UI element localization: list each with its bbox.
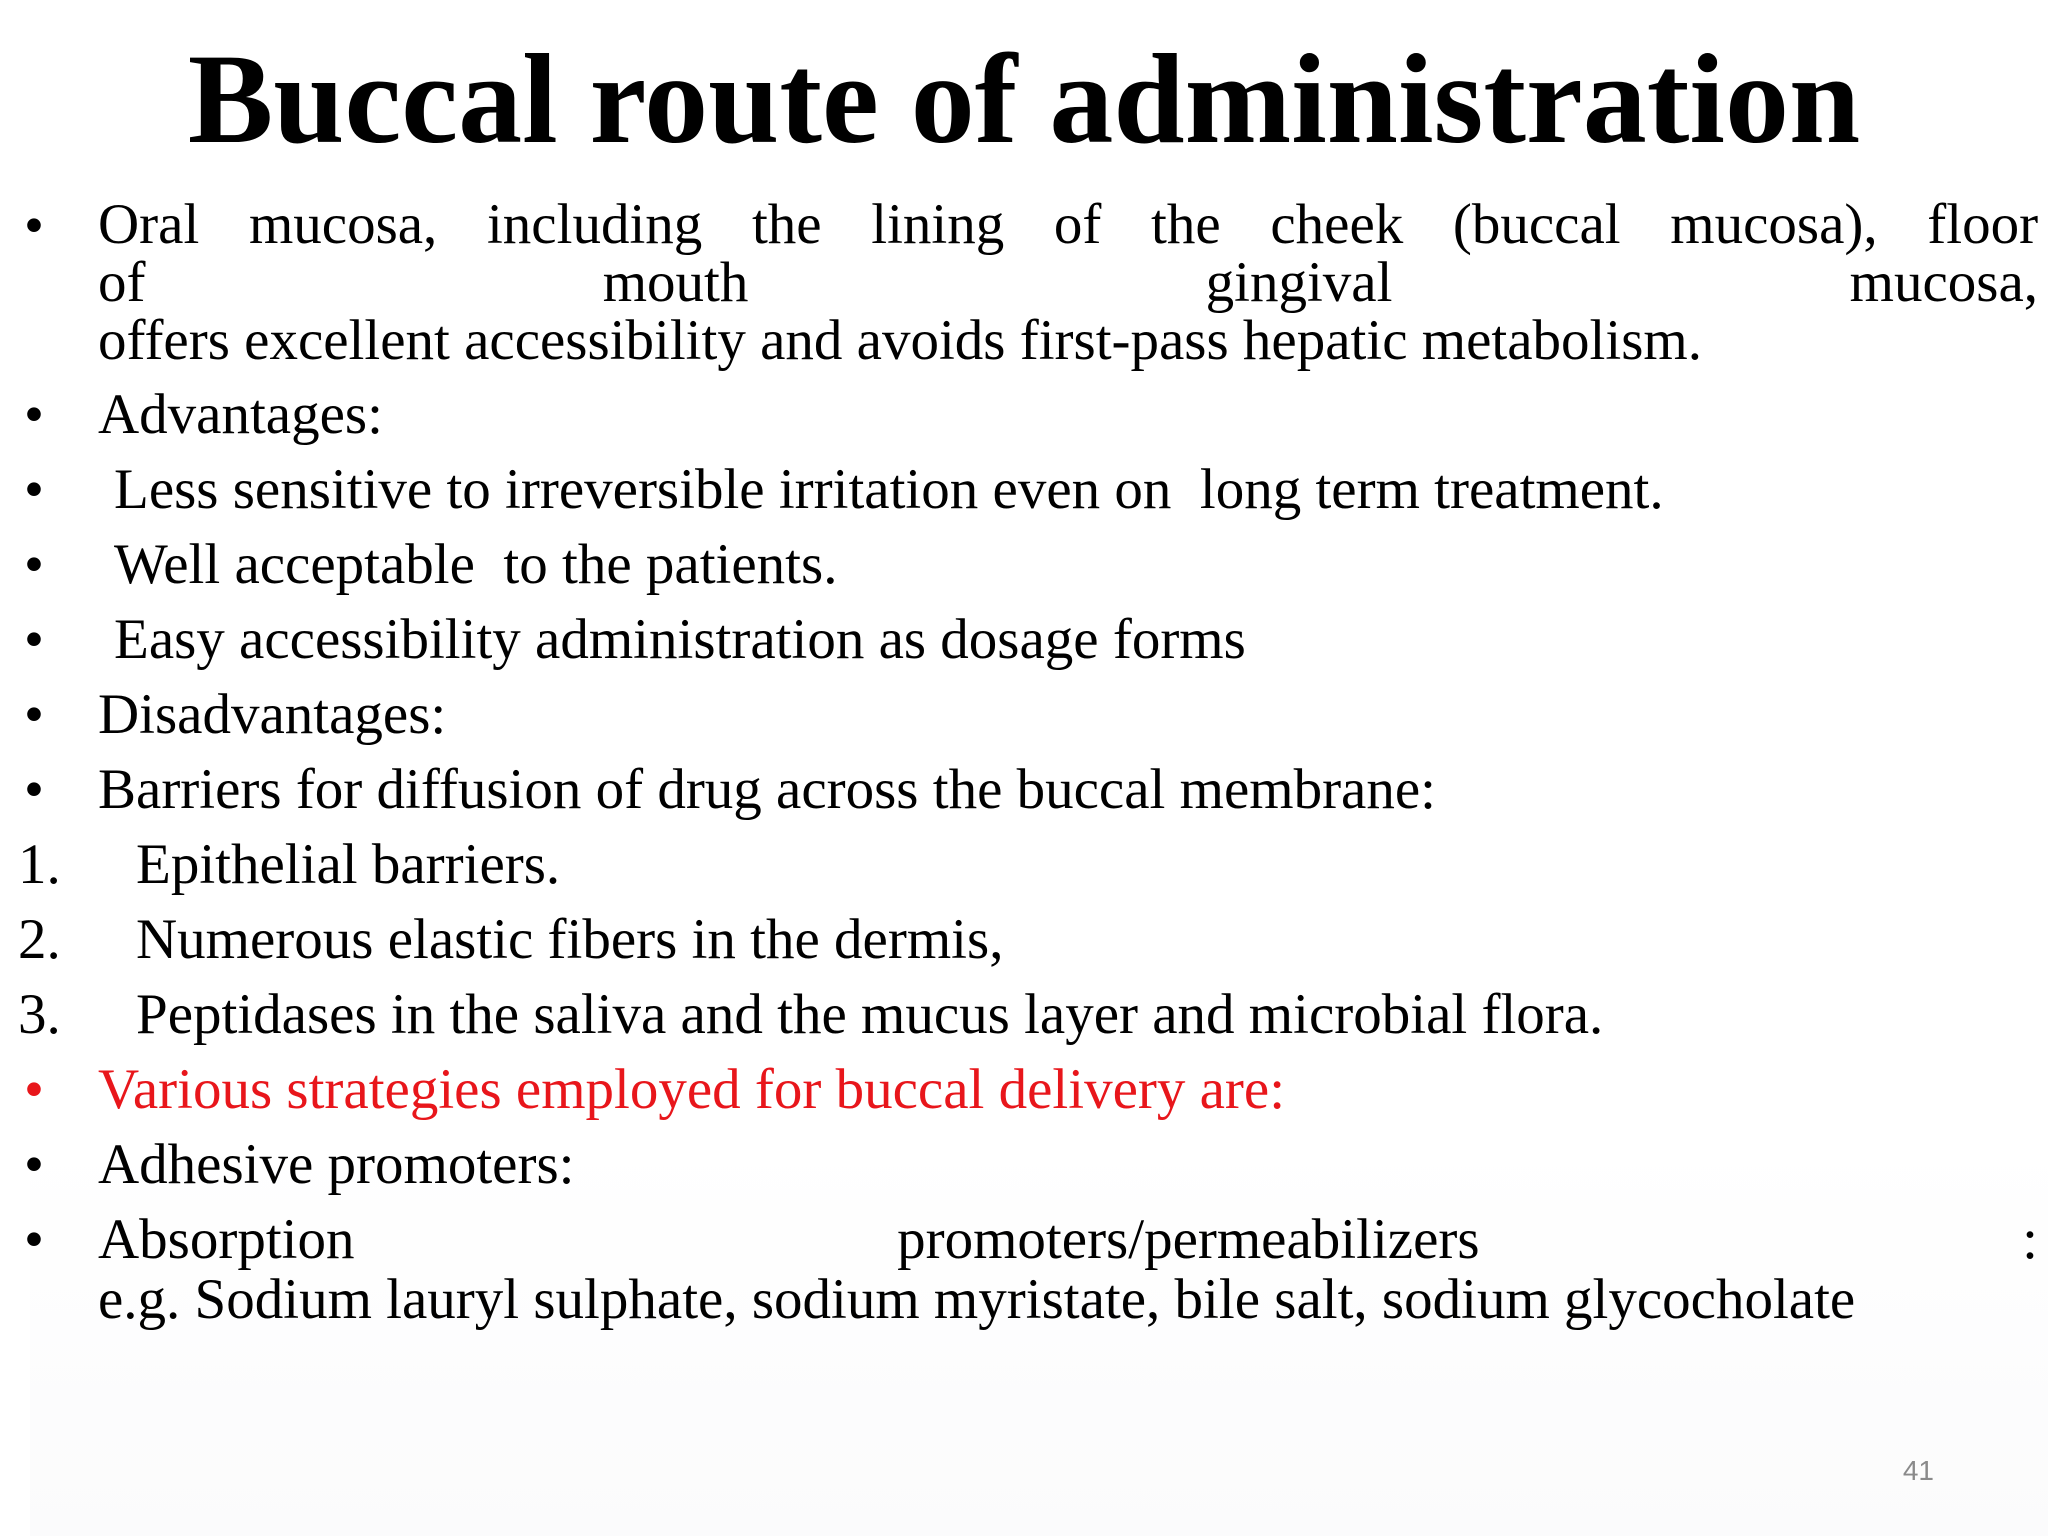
bullet-marker: • xyxy=(24,1058,44,1121)
bullet-marker: • xyxy=(24,1208,44,1271)
bullet-marker: • xyxy=(24,533,44,596)
list-item-advantage: • Well acceptable to the patients. xyxy=(0,535,2048,595)
item-number: 3. xyxy=(18,983,61,1046)
list-item-adhesive-promoters: • Adhesive promoters: xyxy=(0,1135,2048,1195)
bullet-marker: • xyxy=(24,458,44,521)
bullet-marker: • xyxy=(24,608,44,671)
intro-line-1: Oral mucosa, including the lining of the cheek (buccal mucosa), floor xyxy=(98,193,2039,256)
bullet-marker: • xyxy=(24,683,44,746)
intro-line-2: of mouth gingival mucosa, xyxy=(98,251,2039,314)
slide-title: Buccal route of administration xyxy=(187,28,1861,170)
list-item-strategies-heading: • Various strategies employed for buccal delivery are: xyxy=(0,1060,2048,1120)
absorption-line-1: Absorption promoters/permeabilizers : xyxy=(98,1208,2039,1271)
numbered-item: 2. Numerous elastic fibers in the dermis, xyxy=(0,910,2048,970)
bullet-marker: • xyxy=(24,758,44,821)
item-number: 1. xyxy=(18,833,61,896)
absorption-line-2: e.g. Sodium lauryl sulphate, sodium myristate, bile salt, sodium glycocholate xyxy=(98,1268,1856,1331)
list-item-barriers-heading: • Barriers for diffusion of drug across the buccal membrane: xyxy=(0,760,2048,820)
list-item-absorption-promoters xyxy=(0,1210,2048,1330)
bullet-marker: • xyxy=(24,383,44,446)
bullet-marker: • xyxy=(24,1133,44,1196)
intro-line-3: offers excellent accessibility and avoids first-pass hepatic metabolism. xyxy=(98,309,1702,372)
item-number: 2. xyxy=(18,908,61,971)
numbered-item: 1. Epithelial barriers. xyxy=(0,835,2048,895)
list-item-advantages-heading: • Advantages: xyxy=(0,385,2048,445)
page-number: 41 xyxy=(1902,1455,1934,1486)
list-item-intro xyxy=(0,193,2048,372)
numbered-item: 3. Peptidases in the saliva and the mucus layer and microbial flora. xyxy=(0,985,2048,1045)
list-item-advantage: • Less sensitive to irreversible irritation even on long term treatment. xyxy=(0,460,2048,520)
bullet-marker: • xyxy=(24,194,44,257)
list-item-disadvantages-heading: • Disadvantages: xyxy=(0,685,2048,745)
list-item-advantage: • Easy accessibility administration as dosage forms xyxy=(0,610,2048,670)
bullet-list xyxy=(0,193,2048,1345)
